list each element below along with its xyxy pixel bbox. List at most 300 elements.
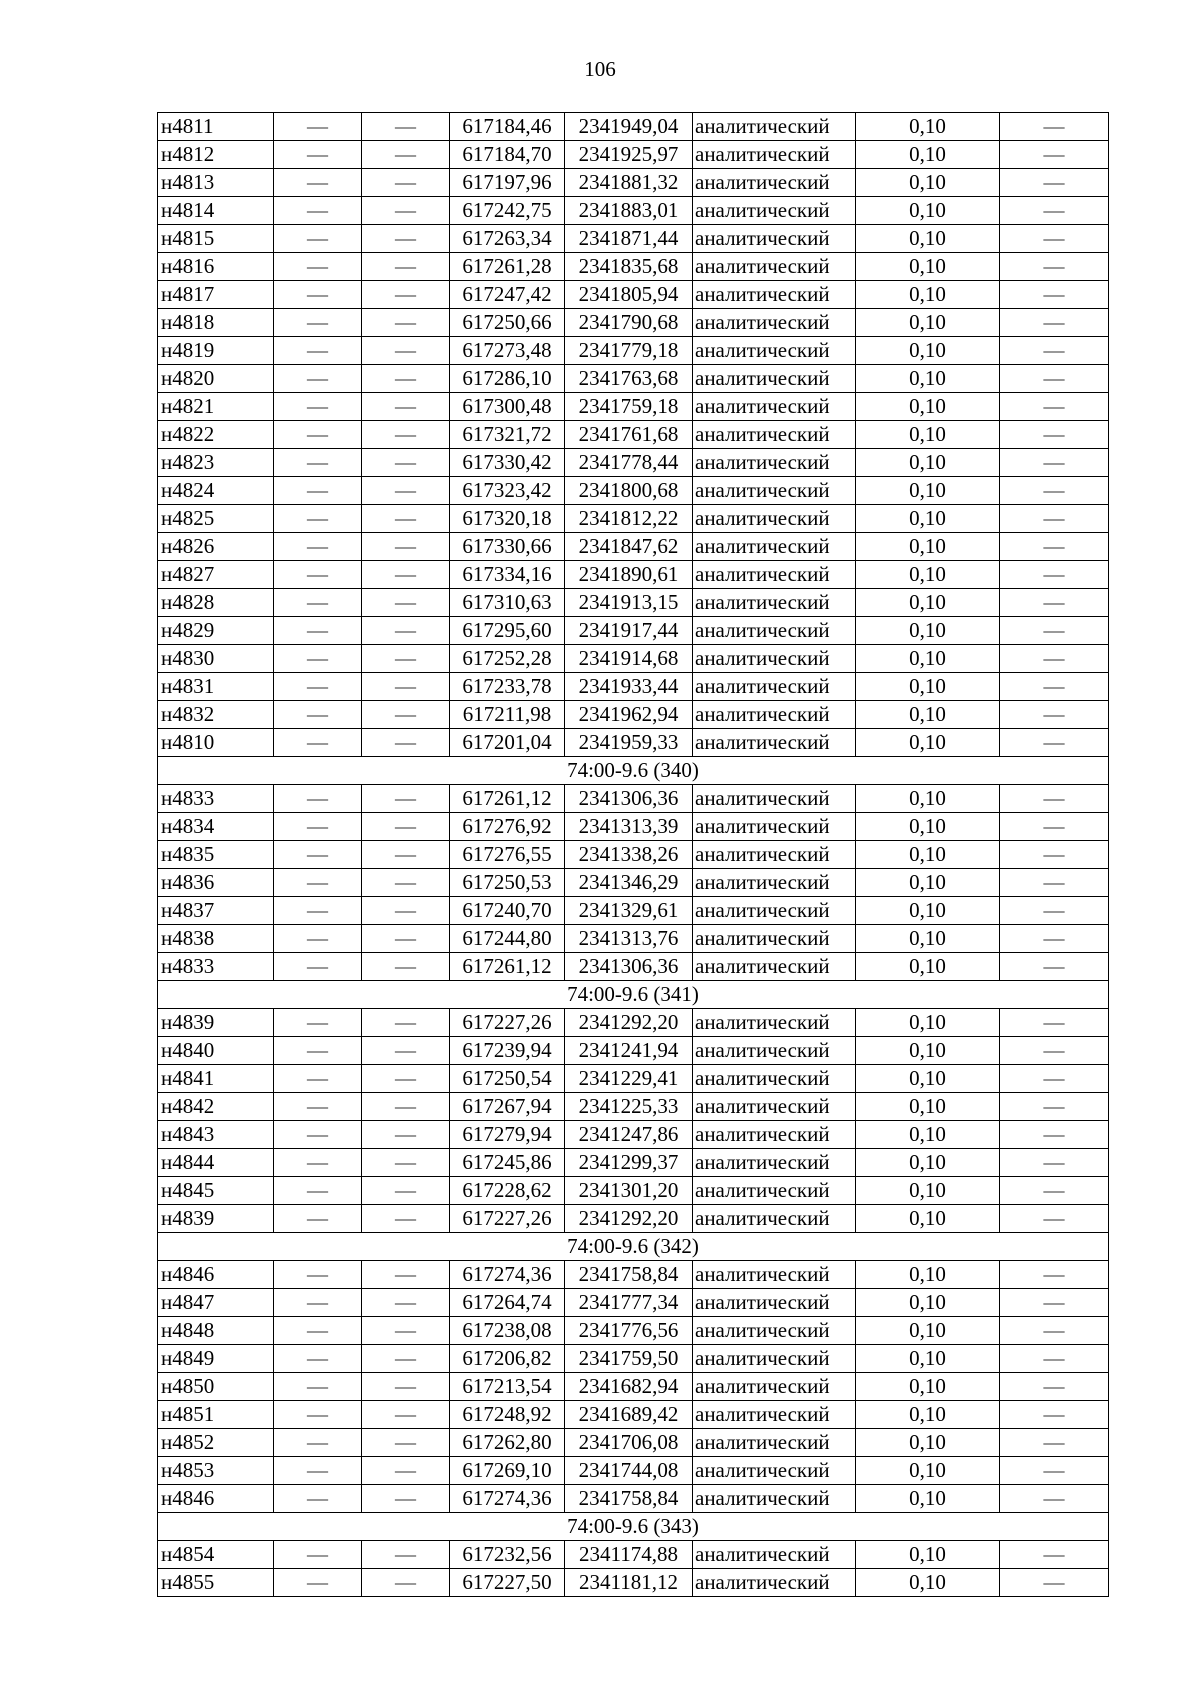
dash-cell: — (274, 673, 362, 701)
accuracy-cell: 0,10 (856, 421, 1000, 449)
section-header-row (158, 757, 1109, 785)
dash-cell: — (1000, 1429, 1109, 1457)
dash-cell: — (274, 1149, 362, 1177)
point-id-cell: н4830 (158, 645, 274, 673)
x-coordinate-cell: 617261,28 (450, 253, 565, 281)
point-id-cell: н4844 (158, 1149, 274, 1177)
method-cell: аналитический (693, 1569, 856, 1597)
accuracy-cell: 0,10 (856, 449, 1000, 477)
method-cell: аналитический (693, 1065, 856, 1093)
accuracy-cell: 0,10 (856, 1009, 1000, 1037)
x-coordinate-cell: 617250,66 (450, 309, 565, 337)
x-coordinate-cell: 617263,34 (450, 225, 565, 253)
dash-cell: — (362, 505, 450, 533)
accuracy-cell: 0,10 (856, 561, 1000, 589)
y-coordinate-cell: 2341744,08 (565, 1457, 693, 1485)
dash-cell: — (362, 925, 450, 953)
x-coordinate-cell: 617261,12 (450, 785, 565, 813)
dash-cell: — (1000, 225, 1109, 253)
dash-cell: — (362, 141, 450, 169)
table-row (158, 505, 1109, 533)
dash-cell: — (362, 1289, 450, 1317)
dash-cell: — (362, 1485, 450, 1513)
x-coordinate-cell: 617233,78 (450, 673, 565, 701)
dash-cell: — (1000, 841, 1109, 869)
point-id-cell: н4842 (158, 1093, 274, 1121)
method-cell: аналитический (693, 1457, 856, 1485)
method-cell: аналитический (693, 561, 856, 589)
dash-cell: — (274, 1121, 362, 1149)
point-id-cell: н4839 (158, 1205, 274, 1233)
y-coordinate-cell: 2341706,08 (565, 1429, 693, 1457)
table-row (158, 449, 1109, 477)
accuracy-cell: 0,10 (856, 1065, 1000, 1093)
dash-cell: — (362, 365, 450, 393)
dash-cell: — (1000, 925, 1109, 953)
point-id-cell: н4818 (158, 309, 274, 337)
point-id-cell: н4826 (158, 533, 274, 561)
y-coordinate-cell: 2341812,22 (565, 505, 693, 533)
dash-cell: — (1000, 813, 1109, 841)
dash-cell: — (362, 281, 450, 309)
y-coordinate-cell: 2341338,26 (565, 841, 693, 869)
dash-cell: — (1000, 169, 1109, 197)
method-cell: аналитический (693, 281, 856, 309)
table-row (158, 729, 1109, 757)
dash-cell: — (1000, 953, 1109, 981)
dash-cell: — (274, 365, 362, 393)
method-cell: аналитический (693, 1485, 856, 1513)
dash-cell: — (1000, 477, 1109, 505)
method-cell: аналитический (693, 1373, 856, 1401)
y-coordinate-cell: 2341306,36 (565, 953, 693, 981)
dash-cell: — (1000, 365, 1109, 393)
y-coordinate-cell: 2341871,44 (565, 225, 693, 253)
dash-cell: — (1000, 253, 1109, 281)
method-cell: аналитический (693, 337, 856, 365)
table-row (158, 1205, 1109, 1233)
dash-cell: — (362, 1541, 450, 1569)
dash-cell: — (1000, 1541, 1109, 1569)
dash-cell: — (362, 169, 450, 197)
x-coordinate-cell: 617184,70 (450, 141, 565, 169)
accuracy-cell: 0,10 (856, 169, 1000, 197)
method-cell: аналитический (693, 1345, 856, 1373)
dash-cell: — (1000, 393, 1109, 421)
y-coordinate-cell: 2341883,01 (565, 197, 693, 225)
table-row (158, 1009, 1109, 1037)
table-row (158, 421, 1109, 449)
dash-cell: — (1000, 785, 1109, 813)
dash-cell: — (274, 1317, 362, 1345)
dash-cell: — (1000, 1093, 1109, 1121)
y-coordinate-cell: 2341847,62 (565, 533, 693, 561)
table-row (158, 393, 1109, 421)
x-coordinate-cell: 617276,92 (450, 813, 565, 841)
method-cell: аналитический (693, 645, 856, 673)
dash-cell: — (1000, 673, 1109, 701)
table-row (158, 533, 1109, 561)
table-row (158, 281, 1109, 309)
dash-cell: — (274, 1289, 362, 1317)
x-coordinate-cell: 617240,70 (450, 897, 565, 925)
dash-cell: — (1000, 1261, 1109, 1289)
dash-cell: — (1000, 337, 1109, 365)
dash-cell: — (274, 169, 362, 197)
accuracy-cell: 0,10 (856, 197, 1000, 225)
method-cell: аналитический (693, 953, 856, 981)
dash-cell: — (1000, 589, 1109, 617)
accuracy-cell: 0,10 (856, 1205, 1000, 1233)
table-row (158, 197, 1109, 225)
table-row (158, 617, 1109, 645)
accuracy-cell: 0,10 (856, 1177, 1000, 1205)
method-cell: аналитический (693, 1121, 856, 1149)
method-cell: аналитический (693, 1009, 856, 1037)
table-row (158, 1065, 1109, 1093)
accuracy-cell: 0,10 (856, 1373, 1000, 1401)
dash-cell: — (1000, 645, 1109, 673)
method-cell: аналитический (693, 1177, 856, 1205)
point-id-cell: н4820 (158, 365, 274, 393)
dash-cell: — (362, 1457, 450, 1485)
method-cell: аналитический (693, 309, 856, 337)
point-id-cell: н4815 (158, 225, 274, 253)
y-coordinate-cell: 2341329,61 (565, 897, 693, 925)
dash-cell: — (362, 1261, 450, 1289)
dash-cell: — (1000, 1401, 1109, 1429)
point-id-cell: н4854 (158, 1541, 274, 1569)
method-cell: аналитический (693, 169, 856, 197)
dash-cell: — (1000, 505, 1109, 533)
x-coordinate-cell: 617330,42 (450, 449, 565, 477)
y-coordinate-cell: 2341313,39 (565, 813, 693, 841)
section-label: 74:00-9.6 (343) (158, 1513, 1109, 1541)
accuracy-cell: 0,10 (856, 813, 1000, 841)
accuracy-cell: 0,10 (856, 477, 1000, 505)
dash-cell: — (1000, 701, 1109, 729)
dash-cell: — (274, 1205, 362, 1233)
accuracy-cell: 0,10 (856, 281, 1000, 309)
accuracy-cell: 0,10 (856, 953, 1000, 981)
dash-cell: — (1000, 1373, 1109, 1401)
dash-cell: — (1000, 1121, 1109, 1149)
point-id-cell: н4829 (158, 617, 274, 645)
dash-cell: — (1000, 141, 1109, 169)
dash-cell: — (274, 1345, 362, 1373)
table-row (158, 337, 1109, 365)
x-coordinate-cell: 617276,55 (450, 841, 565, 869)
x-coordinate-cell: 617206,82 (450, 1345, 565, 1373)
x-coordinate-cell: 617267,94 (450, 1093, 565, 1121)
y-coordinate-cell: 2341225,33 (565, 1093, 693, 1121)
accuracy-cell: 0,10 (856, 1429, 1000, 1457)
y-coordinate-cell: 2341890,61 (565, 561, 693, 589)
method-cell: аналитический (693, 869, 856, 897)
table-row (158, 1457, 1109, 1485)
table-row (158, 1149, 1109, 1177)
dash-cell: — (274, 393, 362, 421)
dash-cell: — (362, 645, 450, 673)
point-id-cell: н4811 (158, 113, 274, 141)
point-id-cell: н4822 (158, 421, 274, 449)
table-row (158, 1289, 1109, 1317)
table-row (158, 1345, 1109, 1373)
dash-cell: — (362, 617, 450, 645)
dash-cell: — (362, 253, 450, 281)
dash-cell: — (362, 1317, 450, 1345)
table-row (158, 841, 1109, 869)
accuracy-cell: 0,10 (856, 141, 1000, 169)
y-coordinate-cell: 2341779,18 (565, 337, 693, 365)
point-id-cell: н4831 (158, 673, 274, 701)
x-coordinate-cell: 617232,56 (450, 1541, 565, 1569)
point-id-cell: н4813 (158, 169, 274, 197)
dash-cell: — (274, 1541, 362, 1569)
x-coordinate-cell: 617242,75 (450, 197, 565, 225)
table-row (158, 1569, 1109, 1597)
point-id-cell: н4847 (158, 1289, 274, 1317)
point-id-cell: н4833 (158, 785, 274, 813)
x-coordinate-cell: 617250,54 (450, 1065, 565, 1093)
table-row (158, 869, 1109, 897)
dash-cell: — (362, 197, 450, 225)
dash-cell: — (362, 1093, 450, 1121)
y-coordinate-cell: 2341247,86 (565, 1121, 693, 1149)
dash-cell: — (1000, 113, 1109, 141)
point-id-cell: н4833 (158, 953, 274, 981)
method-cell: аналитический (693, 673, 856, 701)
accuracy-cell: 0,10 (856, 505, 1000, 533)
table-row (158, 813, 1109, 841)
method-cell: аналитический (693, 477, 856, 505)
x-coordinate-cell: 617244,80 (450, 925, 565, 953)
y-coordinate-cell: 2341346,29 (565, 869, 693, 897)
accuracy-cell: 0,10 (856, 393, 1000, 421)
dash-cell: — (1000, 1345, 1109, 1373)
accuracy-cell: 0,10 (856, 785, 1000, 813)
dash-cell: — (274, 561, 362, 589)
table-row (158, 141, 1109, 169)
point-id-cell: н4823 (158, 449, 274, 477)
table-row (158, 225, 1109, 253)
dash-cell: — (1000, 449, 1109, 477)
point-id-cell: н4836 (158, 869, 274, 897)
point-id-cell: н4821 (158, 393, 274, 421)
point-id-cell: н4840 (158, 1037, 274, 1065)
x-coordinate-cell: 617274,36 (450, 1485, 565, 1513)
dash-cell: — (274, 1093, 362, 1121)
dash-cell: — (1000, 1177, 1109, 1205)
dash-cell: — (362, 449, 450, 477)
point-id-cell: н4839 (158, 1009, 274, 1037)
point-id-cell: н4852 (158, 1429, 274, 1457)
point-id-cell: н4814 (158, 197, 274, 225)
accuracy-cell: 0,10 (856, 841, 1000, 869)
x-coordinate-cell: 617238,08 (450, 1317, 565, 1345)
method-cell: аналитический (693, 785, 856, 813)
dash-cell: — (1000, 897, 1109, 925)
method-cell: аналитический (693, 897, 856, 925)
y-coordinate-cell: 2341682,94 (565, 1373, 693, 1401)
table-row (158, 589, 1109, 617)
y-coordinate-cell: 2341776,56 (565, 1317, 693, 1345)
dash-cell: — (274, 533, 362, 561)
dash-cell: — (274, 197, 362, 225)
dash-cell: — (1000, 281, 1109, 309)
y-coordinate-cell: 2341174,88 (565, 1541, 693, 1569)
x-coordinate-cell: 617300,48 (450, 393, 565, 421)
dash-cell: — (362, 869, 450, 897)
method-cell: аналитический (693, 841, 856, 869)
point-id-cell: н4845 (158, 1177, 274, 1205)
dash-cell: — (1000, 1149, 1109, 1177)
dash-cell: — (274, 141, 362, 169)
point-id-cell: н4810 (158, 729, 274, 757)
method-cell: аналитический (693, 729, 856, 757)
accuracy-cell: 0,10 (856, 869, 1000, 897)
section-header-row (158, 981, 1109, 1009)
point-id-cell: н4835 (158, 841, 274, 869)
table-row (158, 169, 1109, 197)
dash-cell: — (1000, 1569, 1109, 1597)
x-coordinate-cell: 617310,63 (450, 589, 565, 617)
accuracy-cell: 0,10 (856, 253, 1000, 281)
point-id-cell: н4837 (158, 897, 274, 925)
accuracy-cell: 0,10 (856, 729, 1000, 757)
y-coordinate-cell: 2341313,76 (565, 925, 693, 953)
point-id-cell: н4851 (158, 1401, 274, 1429)
accuracy-cell: 0,10 (856, 113, 1000, 141)
table-row (158, 1541, 1109, 1569)
x-coordinate-cell: 617274,36 (450, 1261, 565, 1289)
accuracy-cell: 0,10 (856, 1093, 1000, 1121)
accuracy-cell: 0,10 (856, 309, 1000, 337)
point-id-cell: н4816 (158, 253, 274, 281)
section-header-row (158, 1233, 1109, 1261)
point-id-cell: н4848 (158, 1317, 274, 1345)
y-coordinate-cell: 2341292,20 (565, 1009, 693, 1037)
dash-cell: — (362, 785, 450, 813)
accuracy-cell: 0,10 (856, 1401, 1000, 1429)
x-coordinate-cell: 617286,10 (450, 365, 565, 393)
method-cell: аналитический (693, 421, 856, 449)
dash-cell: — (1000, 1289, 1109, 1317)
x-coordinate-cell: 617252,28 (450, 645, 565, 673)
method-cell: аналитический (693, 1261, 856, 1289)
dash-cell: — (274, 225, 362, 253)
accuracy-cell: 0,10 (856, 1317, 1000, 1345)
table-row (158, 1261, 1109, 1289)
x-coordinate-cell: 617239,94 (450, 1037, 565, 1065)
table-row (158, 1485, 1109, 1513)
y-coordinate-cell: 2341758,84 (565, 1485, 693, 1513)
dash-cell: — (274, 1037, 362, 1065)
dash-cell: — (274, 897, 362, 925)
y-coordinate-cell: 2341913,15 (565, 589, 693, 617)
accuracy-cell: 0,10 (856, 589, 1000, 617)
accuracy-cell: 0,10 (856, 1345, 1000, 1373)
dash-cell: — (274, 953, 362, 981)
method-cell: аналитический (693, 1037, 856, 1065)
accuracy-cell: 0,10 (856, 365, 1000, 393)
dash-cell: — (362, 1569, 450, 1597)
page-number: 106 (584, 57, 616, 81)
y-coordinate-cell: 2341229,41 (565, 1065, 693, 1093)
point-id-cell: н4841 (158, 1065, 274, 1093)
accuracy-cell: 0,10 (856, 1121, 1000, 1149)
dash-cell: — (274, 869, 362, 897)
dash-cell: — (274, 505, 362, 533)
dash-cell: — (274, 421, 362, 449)
dash-cell: — (274, 1429, 362, 1457)
dash-cell: — (362, 1345, 450, 1373)
y-coordinate-cell: 2341805,94 (565, 281, 693, 309)
method-cell: аналитический (693, 813, 856, 841)
accuracy-cell: 0,10 (856, 1541, 1000, 1569)
y-coordinate-cell: 2341914,68 (565, 645, 693, 673)
dash-cell: — (274, 309, 362, 337)
dash-cell: — (362, 841, 450, 869)
table-row (158, 253, 1109, 281)
dash-cell: — (274, 1457, 362, 1485)
method-cell: аналитический (693, 1149, 856, 1177)
y-coordinate-cell: 2341241,94 (565, 1037, 693, 1065)
point-id-cell: н4812 (158, 141, 274, 169)
method-cell: аналитический (693, 701, 856, 729)
method-cell: аналитический (693, 533, 856, 561)
point-id-cell: н4828 (158, 589, 274, 617)
y-coordinate-cell: 2341790,68 (565, 309, 693, 337)
dash-cell: — (1000, 1317, 1109, 1345)
point-id-cell: н4827 (158, 561, 274, 589)
point-id-cell: н4838 (158, 925, 274, 953)
dash-cell: — (362, 561, 450, 589)
y-coordinate-cell: 2341759,18 (565, 393, 693, 421)
dash-cell: — (362, 1205, 450, 1233)
dash-cell: — (274, 1009, 362, 1037)
y-coordinate-cell: 2341759,50 (565, 1345, 693, 1373)
dash-cell: — (362, 113, 450, 141)
dash-cell: — (274, 1485, 362, 1513)
point-id-cell: н4849 (158, 1345, 274, 1373)
x-coordinate-cell: 617273,48 (450, 337, 565, 365)
dash-cell: — (274, 113, 362, 141)
table-row (158, 953, 1109, 981)
table-row (158, 561, 1109, 589)
dash-cell: — (274, 1569, 362, 1597)
x-coordinate-cell: 617295,60 (450, 617, 565, 645)
dash-cell: — (362, 1009, 450, 1037)
dash-cell: — (362, 1177, 450, 1205)
accuracy-cell: 0,10 (856, 1569, 1000, 1597)
x-coordinate-cell: 617201,04 (450, 729, 565, 757)
x-coordinate-cell: 617264,74 (450, 1289, 565, 1317)
method-cell: аналитический (693, 1205, 856, 1233)
dash-cell: — (274, 785, 362, 813)
x-coordinate-cell: 617269,10 (450, 1457, 565, 1485)
dash-cell: — (274, 925, 362, 953)
dash-cell: — (274, 1401, 362, 1429)
point-id-cell: н4825 (158, 505, 274, 533)
section-label: 74:00-9.6 (342) (158, 1233, 1109, 1261)
dash-cell: — (362, 225, 450, 253)
dash-cell: — (274, 589, 362, 617)
accuracy-cell: 0,10 (856, 533, 1000, 561)
dash-cell: — (362, 337, 450, 365)
x-coordinate-cell: 617245,86 (450, 1149, 565, 1177)
table-row (158, 1317, 1109, 1345)
